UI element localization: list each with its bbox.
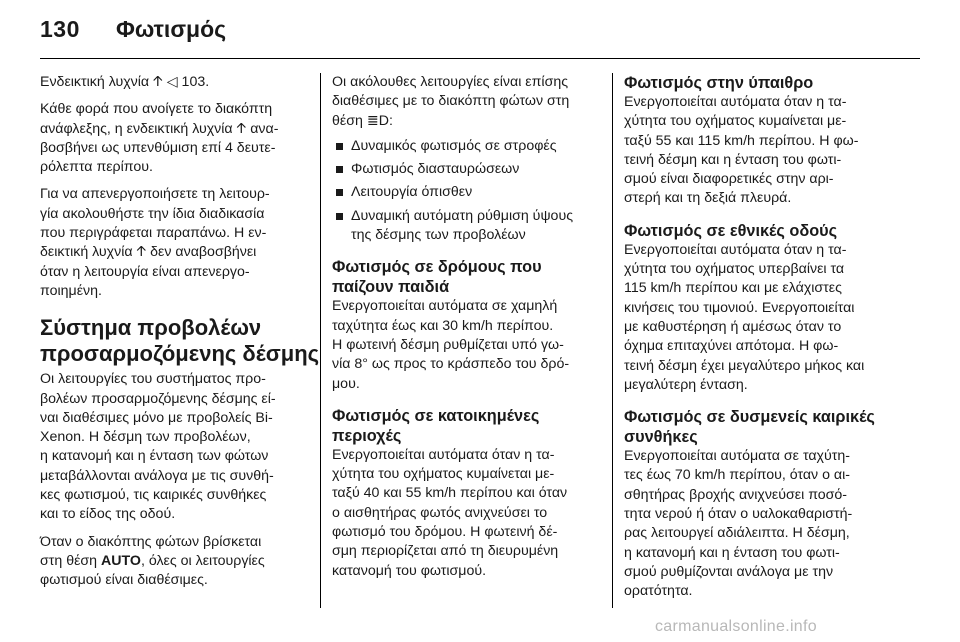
text-span: στη θέση [40, 552, 101, 569]
paragraph [332, 73, 600, 131]
text-line: σμού ρυθμίζονται ανάλογα με την [624, 563, 834, 580]
text-line: ρόλεπτα περίπου. [40, 159, 153, 176]
text-line: ταξύ 40 και 55 km/h περίπου και όταν [332, 485, 568, 502]
list-item-text: Δυναμική αυτόματη ρύθμιση ύψους [351, 207, 574, 224]
text-line: τες έως 70 km/h περίπου, όταν ο αι- [624, 467, 850, 484]
text-line: η κατανομή και η ένταση των φώτων [40, 448, 269, 465]
section-heading [624, 407, 892, 447]
text-line: κατανομή του φωτισμού. [332, 562, 487, 579]
text-line: σμού είναι διαφορετικές στην αρι- [624, 171, 834, 188]
text-line: φωτισμό του δρόμου. Η φωτεινή δέ- [332, 524, 558, 541]
text-line: γία ακολουθήστε την ίδια διαδικασία [40, 205, 265, 222]
heading-line: Φωτισμός σε κατοικημένες [332, 406, 540, 425]
text-line: Ενεργοποιείται αυτόματα όταν η τα- [332, 446, 555, 463]
heading-line: Φωτισμός στην ύπαιθρο [624, 74, 814, 92]
text-line: βοσβήνει ως υπενθύμιση επί 4 δευτε- [40, 139, 276, 156]
text-line: νία 8° ως προς το κράσπεδο του δρό- [332, 356, 570, 373]
heading-line: προσαρμοζόμενης δέσμης [40, 341, 320, 367]
list-item [332, 207, 600, 246]
heading-line: Φωτισμός σε εθνικές οδούς [624, 221, 838, 240]
text-line: φωτισμού είναι διαθέσιμες. [40, 572, 208, 589]
text-line: Για να απενεργοποιήσετε τη λειτουρ- [40, 186, 270, 203]
list-item [332, 183, 600, 202]
paragraph [624, 241, 892, 395]
text-line: Η φωτεινή δέσμη ρυθμίζεται υπό γω- [332, 336, 564, 353]
list-item [332, 137, 600, 156]
text-line: σμη περιορίζεται από τη διευρυμένη [332, 543, 559, 560]
text-line: τεινή δέσμη και η ένταση του φωτι- [624, 151, 842, 168]
paragraph [40, 100, 308, 177]
paragraph [332, 446, 600, 581]
page-header [0, 0, 960, 58]
text-line: στερή και τη δεξιά πλευρά. [624, 190, 792, 207]
text-line: τητα νερού ή όταν ο υαλοκαθαριστή- [624, 506, 853, 523]
text-line: δεικτική λυχνία 𐋇 δεν αναβοσβήνει [40, 244, 257, 261]
header-rule [40, 58, 920, 59]
watermark: carmanualsonline.info [655, 618, 817, 635]
list-item-text: Δυναμικός φωτισμός σε στροφές [351, 137, 557, 154]
list-item-text: Φωτισμός διασταυρώσεων [351, 161, 520, 178]
bullet-square-icon [336, 213, 343, 220]
text-line: τεινή δέσμη έχει μεγαλύτερο μήκος και [624, 357, 865, 374]
section-heading [332, 406, 600, 446]
text-line: ταξύ 55 και 115 km/h περίπου. Η φω- [624, 132, 859, 149]
text-line: χύτητα του οχήματος κυμαίνεται με- [624, 113, 847, 130]
heading-line: συνθήκες [624, 428, 698, 447]
section-heading [624, 221, 892, 241]
text-line: ανάφλεξης, η ενδεικτική λυχνία 𐋇 ανα- [40, 120, 279, 137]
text-line: βολέων προσαρμοζόμενης δέσμης εί- [40, 390, 276, 407]
headlight-auto-icon: ≣D [366, 112, 389, 129]
text-line [332, 112, 600, 131]
text-line: Ενεργοποιείται αυτόματα σε χαμηλή [332, 298, 558, 315]
auto-keyword: AUTO [101, 552, 141, 569]
bullet-square-icon [336, 189, 343, 196]
text-span: , όλες οι λειτουργίες [140, 552, 265, 569]
text-line: Κάθε φορά που ανοίγετε το διακόπτη [40, 101, 273, 118]
text-line: 115 km/h περίπου και με ελάχιστες [624, 280, 842, 297]
text-line: χύτητα του οχήματος κυμαίνεται με- [332, 466, 555, 483]
bullet-square-icon [336, 166, 343, 173]
text-line: κινήσεις του τιμονιού. Ενεργοποιείται [624, 299, 855, 316]
paragraph [40, 533, 308, 591]
column-3 [624, 73, 892, 610]
text-line: Όταν ο διακόπτης φώτων βρίσκεται [40, 533, 262, 550]
text-line: και το είδος της οδού. [40, 506, 176, 523]
section-heading [624, 73, 892, 93]
text-line: ναι διαθέσιμες μόνο με προβολείς Bi- [40, 409, 273, 426]
text-line: Ενδεικτική λυχνία 𐋇 ◁ 103. [40, 74, 210, 90]
column-2 [332, 73, 600, 589]
list-item [332, 160, 600, 179]
column-divider-2 [612, 73, 613, 608]
text-line: κες φωτισμού, τις καιρικές συνθήκες [40, 487, 267, 504]
text-line: Ενεργοποιείται αυτόματα όταν η τα- [624, 94, 847, 110]
text-line: ρας λειτουργεί αδιάλειπτα. Η δέσμη, [624, 525, 850, 542]
text-line: η κατανομή και η ένταση του φωτι- [624, 544, 840, 561]
text-line: που περιγράφεται παραπάνω. Η εν- [40, 225, 267, 242]
heading-line: παίζουν παιδιά [332, 278, 450, 297]
text-span: θέση [332, 112, 367, 129]
text-line: Xenon. Η δέσμη των προβολέων, [40, 429, 251, 446]
text-line: ορατότητα. [624, 583, 693, 600]
text-line: ο αισθητήρας φωτός ανιχνεύσει το [332, 504, 548, 521]
column-1 [40, 73, 320, 599]
heading-line: Σύστημα προβολέων [40, 315, 262, 341]
bullet-square-icon [336, 143, 343, 150]
text-line: μεγαλύτερη ένταση. [624, 376, 748, 393]
text-line: Ενεργοποιείται αυτόματα σε ταχύτη- [624, 448, 850, 465]
paragraph [332, 297, 600, 393]
text-line: μεταβάλλονται ανάλογα με τις συνθή- [40, 467, 274, 484]
text-line: όταν η λειτουργία είναι απενεργο- [40, 263, 250, 280]
paragraph [40, 370, 308, 524]
text-line: διαθέσιμες με το διακόπτη φώτων στη [332, 93, 570, 110]
text-line [40, 552, 308, 571]
section-heading [40, 315, 320, 367]
list-item-text: Λειτουργία όπισθεν [351, 184, 473, 201]
text-line: σθητήρας βροχής ανιχνεύσει ποσό- [624, 486, 848, 503]
column-divider-1 [320, 73, 321, 608]
list-item-text: της δέσμης των προβολέων [351, 227, 526, 244]
paragraph [624, 447, 892, 601]
text-line: Ενεργοποιείται αυτόματα όταν η τα- [624, 241, 847, 258]
paragraph [40, 73, 308, 92]
section-heading [332, 257, 600, 297]
text-line: ποιημένη. [40, 282, 102, 299]
text-line: χύτητα του οχήματος υπερβαίνει τα [624, 261, 845, 278]
text-line: με καθυστέρηση ή αμέσως όταν το [624, 318, 842, 335]
page-number: 130 [40, 16, 80, 42]
text-line: ταχύτητα έως και 30 km/h περίπου. [332, 317, 554, 334]
text-span: : [388, 112, 393, 129]
heading-line: Φωτισμός σε δρόμους που [332, 258, 542, 277]
text-line: όχημα επιταχύνει απότομα. Η φω- [624, 338, 839, 355]
paragraph [40, 185, 308, 301]
heading-line: Φωτισμός σε δυσμενείς καιρικές [624, 408, 875, 427]
page-title: Φωτισμός [116, 16, 227, 42]
text-line: μου. [332, 375, 360, 392]
text-line: Οι λειτουργίες του συστήματος προ- [40, 371, 266, 388]
text-line: Οι ακόλουθες λειτουργίες είναι επίσης [332, 74, 569, 90]
heading-line: περιοχές [332, 426, 402, 445]
paragraph [624, 93, 892, 209]
